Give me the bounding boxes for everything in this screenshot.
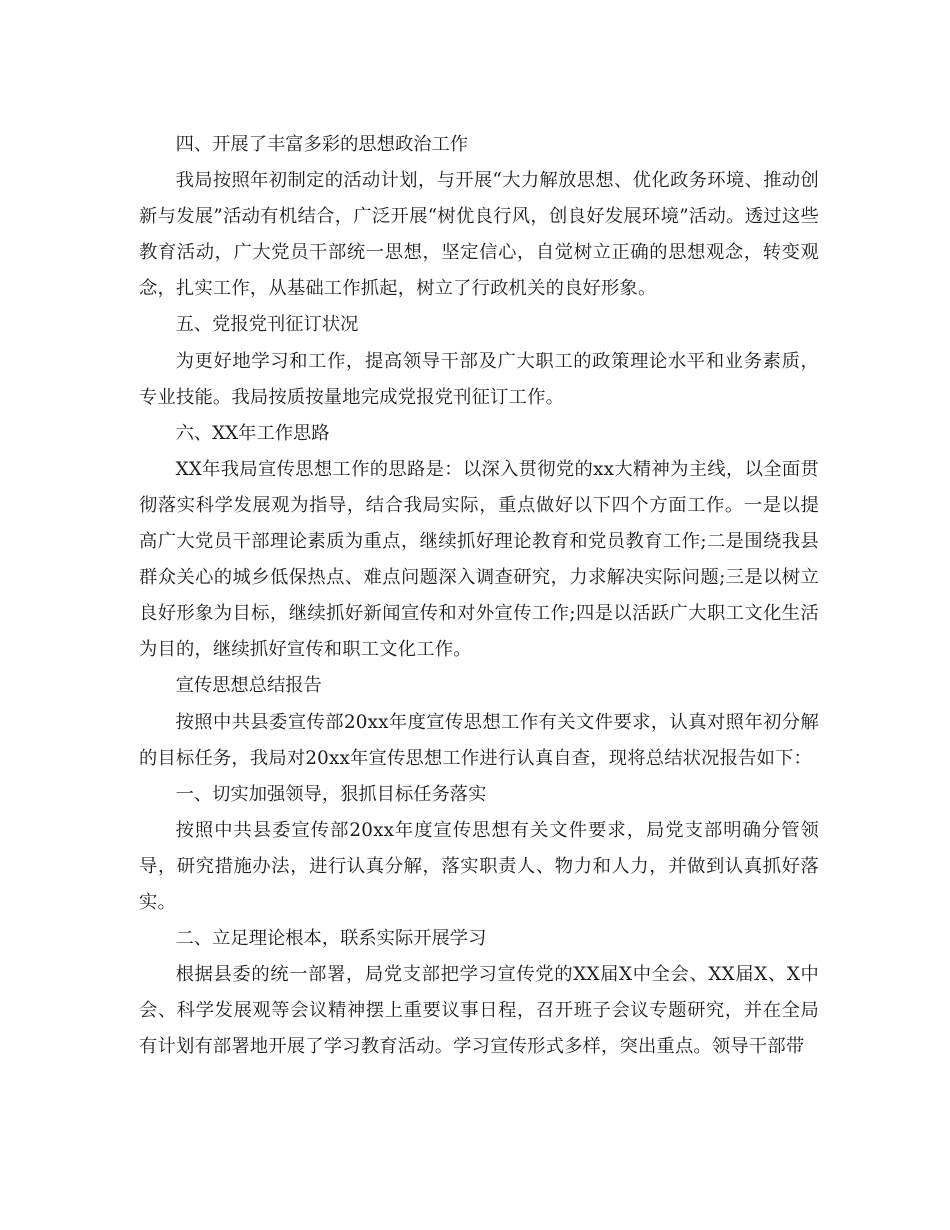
paragraph-report-intro: 按照中共县委宣传部20xx年度宣传思想工作有关文件要求，认真对照年初分解的目标任务，我局对20xx年宣传思想工作进行认真自查，现将总结状况报告如下： (139, 711, 819, 769)
section-heading-5: 五、党报党刊征订状况 (175, 314, 359, 336)
paragraph-study: 根据县委的统一部署，局党支部把学习宣传党的XX届X中全会、XX届X、X中会、科学发展观等会议精神摆上重要议事日程，召开班子会议专题研究，并在全局有计划有部署地开展了学习教育活动。学习宣传形式多样，突出重点。领导干部带 (139, 964, 819, 1058)
section-heading-1: 一、切实加强领导，狠抓目标任务落实 (175, 783, 487, 805)
paragraph-ideological-work: 我局按照年初制定的活动计划，与开展“大力解放思想、优化政务环境、推动创新与发展”活动有机结合，广泛开展“树优良行风，创良好发展环境”活动。透过这些教育活动，广大党员干部统一思想，坚定信心，自觉树立正确的思想观念，转变观念，扎实工作，从基础工作抓起，树立了行政机关的良好形象。 (139, 170, 819, 300)
paragraph-leadership: 按照中共县委宣传部20xx年度宣传思想有关文件要求，局党支部明确分管领导，研究措施办法，进行认真分解，落实职责人、物力和人力，并做到认真抓好落实。 (139, 819, 819, 913)
section-heading-6: 六、XX年工作思路 (175, 422, 330, 444)
document-page (139, 127, 819, 1065)
paragraph-work-plan: XX年我局宣传思想工作的思路是：以深入贯彻党的xx大精神为主线，以全面贯彻落实科学发展观为指导，结合我局实际，重点做好以下四个方面工作。一是以提高广大党员干部理论素质为重点，继续抓好理论教育和党员教育工作;二是围绕我县群众关心的城乡低保热点、难点问题深入调查研究，力求解决实际问题;三是以树立良好形象为目标，继续抓好新闻宣传和对外宣传工作;四是以活跃广大职工文化生活为目的，继续抓好宣传和职工文化工作。 (139, 458, 819, 661)
section-heading-4: 四、开展了丰富多彩的思想政治工作 (175, 134, 469, 155)
section-heading-2: 二、立足理论根本，联系实际开展学习 (175, 928, 487, 950)
report-title: 宣传思想总结报告 (175, 675, 322, 697)
paragraph-subscription: 为更好地学习和工作，提高领导干部及广大职工的政策理论水平和业务素质，专业技能。我局按质按量地完成党报党刊征订工作。 (139, 350, 819, 408)
